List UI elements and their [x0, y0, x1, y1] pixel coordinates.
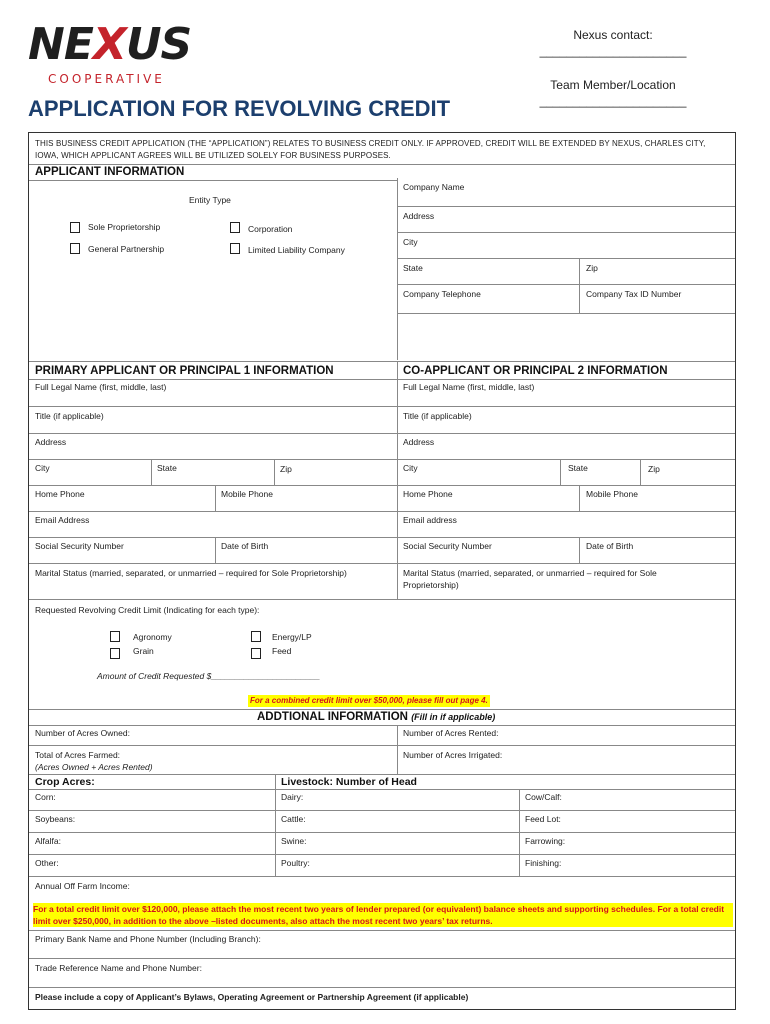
crop-corn-label: Corn: [35, 792, 56, 802]
team-member-label: Team Member/Location [550, 78, 676, 92]
amount-requested-field[interactable]: Amount of Credit Requested $_______________________ [97, 671, 321, 681]
primary-mobile-phone-label: Mobile Phone [221, 489, 273, 499]
agronomy-checkbox[interactable] [110, 631, 120, 642]
co-marital-label: Marital Status (married, separated, or unmarried – required for Sole Proprietorship) [403, 568, 657, 590]
grain-checkbox[interactable] [110, 648, 120, 659]
livestock-cow-calf-label: Cow/Calf: [525, 792, 562, 802]
primary-state-label: State [157, 463, 177, 473]
logo-wordmark: NEXUS [28, 19, 192, 70]
primary-applicant-heading: PRIMARY APPLICANT OR PRINCIPAL 1 INFORMATION [35, 365, 334, 377]
company-name-label: Company Name [403, 182, 465, 192]
livestock-swine-label: Swine: [281, 836, 307, 846]
co-dob-label: Date of Birth [586, 541, 634, 551]
primary-city-label: City [35, 463, 50, 473]
off-farm-income-label: Annual Off Farm Income: [35, 881, 130, 891]
co-zip-label: Zip [648, 464, 660, 474]
livestock-feed-lot-label: Feed Lot: [525, 814, 561, 824]
acres-irrigated-label: Number of Acres Irrigated: [403, 750, 503, 760]
total-acres-farmed-note: (Acres Owned + Acres Rented) [35, 762, 153, 772]
primary-address-label: Address [35, 437, 67, 447]
acres-rented-label: Number of Acres Rented: [403, 728, 499, 738]
crop-other-label: Other: [35, 858, 59, 868]
primary-ssn-label: Social Security Number [35, 541, 124, 551]
sole-proprietorship-checkbox[interactable] [70, 222, 80, 233]
applicant-heading: APPLICANT INFORMATION [35, 166, 185, 178]
sole-proprietorship-label: Sole Proprietorship [88, 222, 161, 232]
co-state-label: State [568, 463, 588, 473]
additional-info-heading: ADDTIONAL INFORMATION (Fill in if applicable) [257, 711, 496, 723]
company-city-label: City [403, 237, 418, 247]
livestock-cattle-label: Cattle: [281, 814, 306, 824]
team-member-blank[interactable]: ______________________ [539, 94, 687, 108]
co-city-label: City [403, 463, 418, 473]
nexus-contact-blank[interactable]: ______________________ [539, 44, 687, 58]
livestock-dairy-label: Dairy: [281, 792, 304, 802]
acres-owned-label: Number of Acres Owned: [35, 728, 130, 738]
co-address-label: Address [403, 437, 435, 447]
grain-label: Grain [133, 646, 154, 656]
energy-lp-checkbox[interactable] [251, 631, 261, 642]
agronomy-label: Agronomy [133, 632, 172, 642]
primary-dob-label: Date of Birth [221, 541, 269, 551]
financial-docs-warning: For a total credit limit over $120,000, please attach the most recent two years of lender prepared (or equivalent) balance sheets and supporting schedules. For a total credit limit over $250,000, in addition to the above –listed documents, also attach the most recent two years’ tax returns. [33, 903, 733, 927]
co-title-label: Title (if applicable) [403, 411, 472, 421]
bylaws-note: Please include a copy of Applicant’s Bylaws, Operating Agreement or Partnership Agreement (if applicable) [35, 992, 469, 1002]
company-address-label: Address [403, 211, 435, 221]
primary-home-phone-label: Home Phone [35, 489, 85, 499]
co-email-label: Email address [403, 515, 457, 525]
primary-marital-label: Marital Status (married, separated, or unmarried – required for Sole Proprietorship) [35, 568, 347, 578]
llc-label: Limited Liability Company [248, 245, 345, 255]
livestock-heading: Livestock: Number of Head [281, 776, 417, 788]
nexus-logo [28, 20, 214, 90]
crop-soybeans-label: Soybeans: [35, 814, 76, 824]
crop-acres-heading: Crop Acres: [35, 776, 95, 788]
general-partnership-label: General Partnership [88, 244, 165, 254]
credit-application-form [28, 132, 736, 1010]
co-applicant-heading: CO-APPLICANT OR PRINCIPAL 2 INFORMATION [403, 365, 668, 377]
co-mobile-phone-label: Mobile Phone [586, 489, 638, 499]
feed-checkbox[interactable] [251, 648, 261, 659]
nexus-contact-label: Nexus contact: [573, 28, 653, 42]
page-title: APPLICATION FOR REVOLVING CREDIT [28, 96, 451, 121]
livestock-finishing-label: Finishing: [525, 858, 562, 868]
total-acres-farmed-label: Total of Acres Farmed: [35, 750, 121, 760]
trade-reference-label: Trade Reference Name and Phone Number: [35, 963, 202, 973]
crop-alfalfa-label: Alfalfa: [35, 836, 61, 846]
feed-label: Feed [272, 646, 292, 656]
company-tax-id-label: Company Tax ID Number [586, 289, 682, 299]
page4-notice: For a combined credit limit over $50,000, please fill out page 4. [250, 696, 488, 705]
primary-email-label: Email Address [35, 515, 90, 525]
primary-zip-label: Zip [280, 464, 292, 474]
company-telephone-label: Company Telephone [403, 289, 481, 299]
intro-text: THIS BUSINESS CREDIT APPLICATION (THE “APPLICATION”) RELATES TO BUSINESS CREDIT ONLY. IF APPROVED, CREDIT WILL BE EXTENDED BY NEXUS, CHARLES CITY, IOWA, WHICH APPLICANT AGREES WILL BE UTILIZED SOLELY FOR BUSINESS PURPOSES. [35, 139, 706, 160]
energy-lp-label: Energy/LP [272, 632, 312, 642]
primary-full-name-label: Full Legal Name (first, middle, last) [35, 382, 167, 392]
logo-subtitle: COOPERATIVE [48, 72, 165, 86]
co-ssn-label: Social Security Number [403, 541, 492, 551]
primary-bank-label: Primary Bank Name and Phone Number (Including Branch): [35, 934, 261, 944]
livestock-farrowing-label: Farrowing: [525, 836, 566, 846]
company-zip-label: Zip [586, 263, 598, 273]
corporation-checkbox[interactable] [230, 222, 240, 233]
company-state-label: State [403, 263, 423, 273]
corporation-label: Corporation [248, 224, 293, 234]
entity-type-label: Entity Type [189, 195, 231, 205]
general-partnership-checkbox[interactable] [70, 243, 80, 254]
livestock-poultry-label: Poultry: [281, 858, 310, 868]
primary-title-label: Title (if applicable) [35, 411, 104, 421]
co-home-phone-label: Home Phone [403, 489, 453, 499]
credit-limit-label: Requested Revolving Credit Limit (Indicating for each type): [35, 605, 260, 615]
llc-checkbox[interactable] [230, 243, 240, 254]
co-full-name-label: Full Legal Name (first, middle, last) [403, 382, 535, 392]
